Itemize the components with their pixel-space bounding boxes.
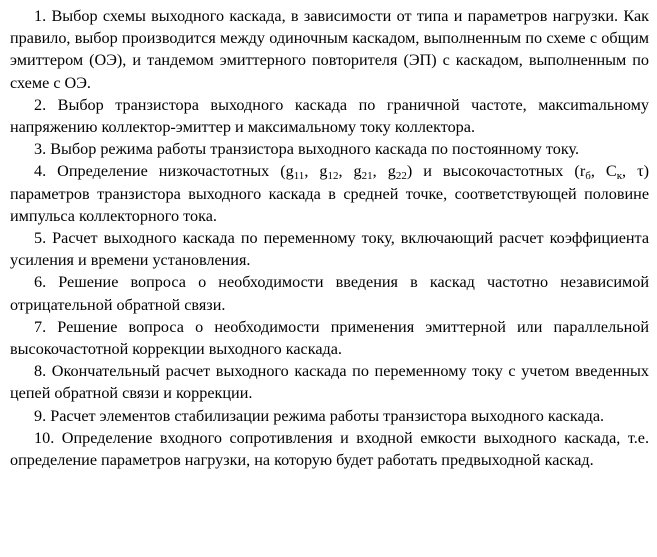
list-item: [10, 94, 649, 138]
item-text: Выбор транзистора выходного каскада по граничной частоте, максиmальному напряжению коллектор-эмиттер и максимальному току коллектора.: [10, 95, 649, 137]
list-item: [10, 5, 649, 94]
item-text: Выбор схемы выходного каскада, в зависимости от типа и параметров нагрузки. Как правило, выбор производится между одиночным каскадом, выполненным по схеме с общим эмиттером (ОЭ), и тандемом эмиттерного повторителя (ЭП) с каскадом, выполненным по схеме с ОЭ.: [10, 7, 650, 92]
item-text: Расчет выходного каскада по переменному току, включающий расчет коэффициента усиления и времени установления.: [10, 229, 649, 270]
item-text: Окончательный расчет выходного каскада по переменному току с учетом введенных цепей обратной связи и коррекции.: [10, 362, 649, 403]
item-text-part: ) и высокочастотных (r: [406, 162, 586, 181]
item-text: Определение входного сопротивления и входной емкости выходного каскада, т.е. определение параметров нагрузки, на которую будет работать предвыходной каскад.: [10, 428, 650, 470]
item-number: 8.: [34, 362, 47, 381]
list-item: [10, 271, 649, 315]
list-item: [10, 138, 649, 160]
item-number: 7.: [34, 317, 47, 336]
subscript: 12: [327, 170, 339, 183]
list-item: [10, 427, 649, 471]
subscript: 11: [293, 170, 305, 183]
subscript: к: [616, 170, 623, 183]
list-item: [10, 316, 649, 360]
item-text-separator: , g: [372, 162, 396, 181]
list-item: [10, 227, 649, 271]
list-item-parameters: [10, 160, 649, 227]
subscript: б: [585, 170, 591, 183]
subscript: 21: [361, 170, 373, 183]
item-number: 1.: [34, 7, 47, 25]
list-item: [10, 360, 649, 404]
item-text: Расчет элементов стабилизации режима работы транзистора выходного каскада.: [50, 406, 605, 425]
item-number: 3.: [34, 140, 47, 159]
item-text-separator: , g: [304, 162, 328, 181]
item-text-part: , τ) параметров транзистора выходного каскада в средней точке, соответствующей половине импульса коллекторного тока.: [10, 162, 650, 225]
item-number: 2.: [34, 95, 47, 114]
item-number: 5.: [34, 229, 47, 248]
item-text-part: Определение низкочастотных (g: [57, 162, 294, 181]
item-text-separator: , C: [590, 162, 617, 181]
subscript: 22: [395, 170, 407, 183]
item-text: Решение вопроса о необходимости применения эмиттерной или параллельной высокочастотной коррекции выходного каскада.: [10, 317, 650, 359]
list-item: [10, 405, 649, 427]
item-number: 6.: [34, 273, 47, 292]
item-number: 4.: [34, 162, 47, 181]
item-number: 10.: [34, 428, 55, 447]
item-text: Выбор режима работы транзистора выходного каскада по постоянному току.: [50, 140, 580, 159]
item-text: Решение вопроса о необходимости введения в каскад частотно независимой отрицательной обратной связи.: [10, 273, 649, 314]
item-number: 9.: [34, 406, 47, 425]
item-text-separator: , g: [338, 162, 362, 181]
